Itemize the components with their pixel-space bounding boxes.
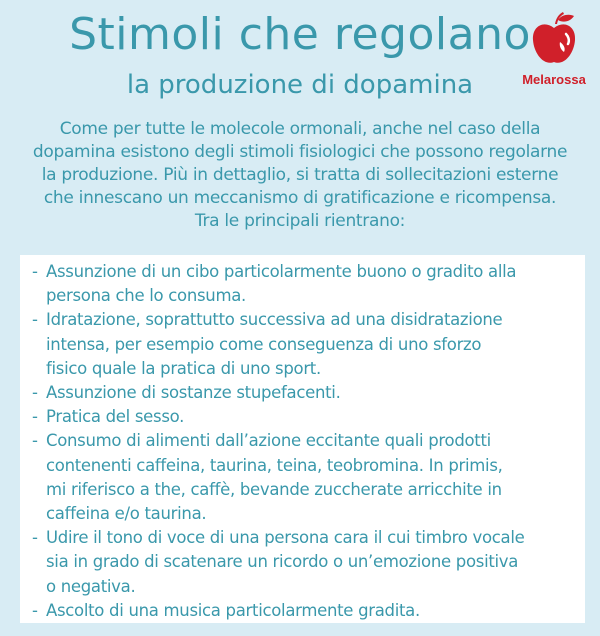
list-item [32, 260, 580, 308]
list-item-line: Assunzione di sostanze stupefacenti. [46, 383, 341, 403]
list-item [32, 599, 580, 623]
intro-line: la produzione. Più in dettaglio, si tratta di sollecitazioni esterne [41, 165, 559, 185]
list-bullet: - [32, 600, 38, 620]
list-bullet: - [32, 383, 38, 403]
intro-line: Come per tutte le molecole ormonali, anche nel caso della [59, 119, 541, 139]
list-item-line: Consumo di alimenti dall’azione eccitante quali prodotti [46, 431, 491, 451]
list-item-line: persona che lo consuma. [46, 286, 246, 306]
intro-line: che innescano un meccanismo di gratificazione e ricompensa. [43, 188, 557, 208]
list-item-line: Udire il tono di voce di una persona cara il cui timbro vocale [46, 528, 525, 548]
intro-line: Tra le principali rientrano: [194, 211, 406, 231]
list-item-line: Assunzione di un cibo particolarmente buono o gradito alla [46, 262, 517, 281]
list-bullet: - [32, 528, 38, 548]
list-bullet: - [32, 431, 38, 451]
stimuli-list [32, 260, 580, 623]
list-item-line: intensa, per esempio come conseguenza di uno sforzo [46, 334, 482, 354]
list-item-line: Pratica del sesso. [46, 407, 185, 427]
intro-line: dopamina esistono degli stimoli fisiologici che possono regolarne [32, 142, 568, 162]
list-item-line: fisico quale la pratica di uno sport. [46, 358, 321, 378]
list-bullet: - [32, 262, 38, 281]
list-bullet: - [32, 407, 38, 427]
list-item [32, 381, 580, 405]
list-item-line: Idratazione, soprattutto successiva ad una disidratazione [46, 310, 503, 330]
list-bullet: - [32, 310, 38, 330]
list-item-line: o negativa. [46, 576, 136, 596]
list-item [32, 429, 580, 526]
stimuli-list-box [20, 255, 585, 623]
list-item [32, 308, 580, 381]
list-item [32, 526, 580, 599]
list-item [32, 405, 580, 429]
list-item-line: sia in grado di scatenare un ricordo o un’emozione positiva [46, 552, 519, 572]
list-item-line: contenenti caffeina, taurina, teina, teobromina. In primis, [46, 455, 503, 475]
page-subtitle: la produzione di dopamina [126, 70, 474, 100]
red-apple-icon [530, 10, 578, 68]
list-item-line: caffeina e/o taurina. [46, 504, 207, 524]
intro-paragraph [14, 118, 586, 233]
brand-name: Melarossa [522, 72, 586, 87]
list-item-line: Ascolto di una musica particolarmente gradita. [46, 600, 420, 620]
brand-logo[interactable] [518, 10, 590, 92]
page-title: Stimoli che regolano [69, 9, 531, 60]
list-item-line: mi riferisco a the, caffè, bevande zuccherate arricchite in [46, 479, 502, 499]
